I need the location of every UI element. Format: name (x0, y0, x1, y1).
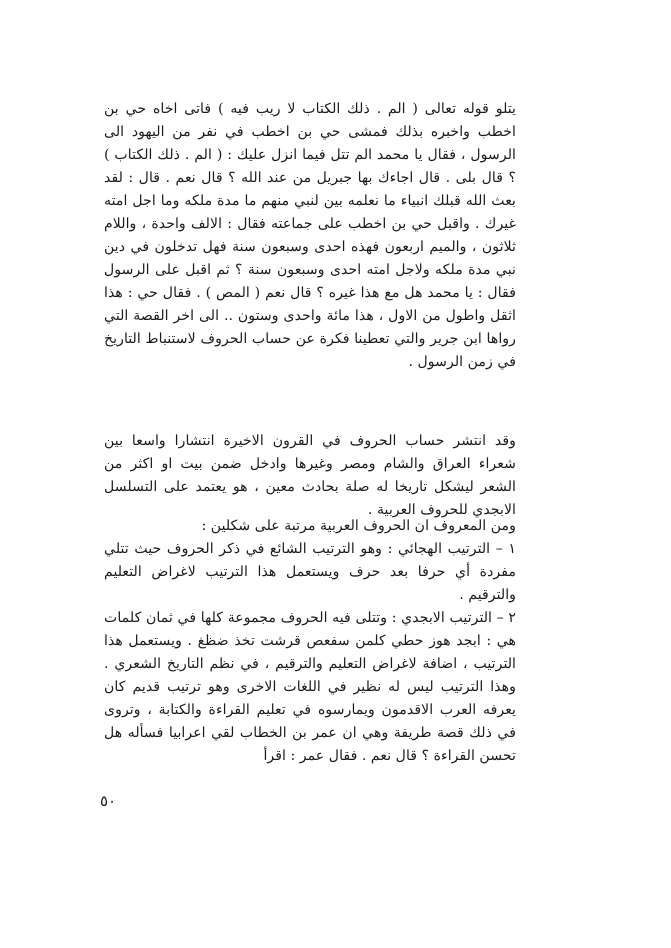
list-item-2: ٢ – الترتيب الابجدي : وتتلى فيه الحروف مجموعة كلها في ثمان كلمات هي : ابجد هوز حطي كلمن سفعص قرشت تخذ ضظغ . ويستعمل هذا الترتيب ، اضافة لاغراض التعليم والترقيم ، في نظم التاريخ الشعري . وهذا الترتيب ليس له نظير في اللغات الاخرى وهو ترتيب قديم كان يعرفه العرب الاقدمون ويمارسوه في تعليم القراءة والكتابة ، وتروى في ذلك قصة طريفة وهي ان عمر بن الخطاب لقي اعرابيا فسأله هل تحسن القراءة ؟ قال نعم . فقال عمر : اقرأ (104, 610, 516, 764)
body-text-paragraph-2 (104, 430, 516, 522)
body-text-paragraph-1 (104, 98, 516, 374)
paragraph: وقد انتشر حساب الحروف في القرون الاخيرة انتشارا واسعا بين شعراء العراق والشام ومصر وغيرها وادخل ضمن بيت او اكثر من الشعر ليشكل تاريخا له صلة بحادث معين ، هو يعتمد على التسلسل الابجدي للحروف العربية . (104, 433, 516, 518)
paragraph: يتلو قوله تعالى ( الم . ذلك الكتاب لا ريب فيه ) فاتى اخاه حي بن اخطب واخبره بذلك فمشى حي بن اخطب في نفر من اليهود الى الرسول ، فقال يا محمد الم تتل فيما انزل عليك : ( الم . ذلك الكتاب ) ؟ قال بلى . قال اجاءك بها جبريل من عند الله ؟ قال نعم . قال : لقد بعث الله قبلك انبياء ما نعلمه بين لنبي منهم ما مدة ملكه وما اجل امته غيرك . واقبل حي بن اخطب على جماعته فقال : الالف واحدة ، واللام ثلاثون ، والميم اربعون فهذه احدى وسبعون سنة فهل تدخلون في دين نبي مدة ملكه ولاجل امته احدى وسبعون سنة ؟ ثم اقبل على الرسول فقال : يا محمد هل مع هذا غيره ؟ قال نعم ( المص ) . فقال حي : هذا اثقل واطول من الاول ، هذا مائة واحدى وستون .. الى اخر القصة التي رواها ابن جرير والتي تعطينا فكرة عن حساب الحروف لاستنباط التاريخ في زمن الرسول . (104, 101, 516, 370)
list-item-1: ١ – الترتيب الهجائي : وهو الترتيب الشائع في ذكر الحروف حيث تتلي مفردة أي حرفا بعد حرف ويستعمل هذا الترتيب لاغراض التعليم والترقيم . (104, 541, 516, 603)
page-number: ٥٠ (100, 792, 117, 810)
body-text-list-section (104, 515, 516, 768)
list-intro: ومن المعروف ان الحروف العربية مرتبة على شكلين : (201, 518, 516, 534)
